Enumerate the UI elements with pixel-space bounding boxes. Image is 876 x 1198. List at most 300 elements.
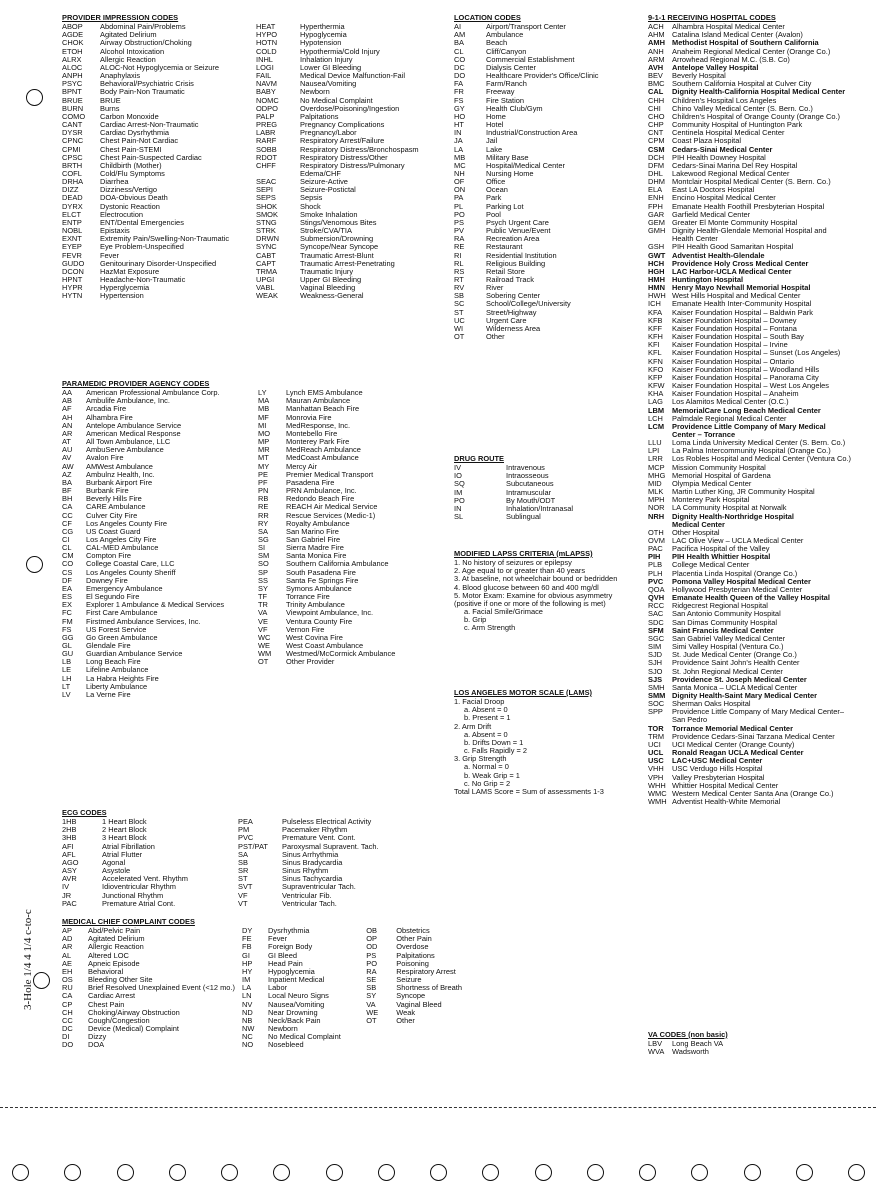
code-abbrev: AU [62,445,73,455]
code-abbrev: CPM [648,136,665,146]
code-abbrev: MB [258,404,270,414]
section-title: ECG CODES [62,808,107,817]
code-abbrev: AGO [62,857,79,867]
code-abbrev: KHA [648,389,664,399]
code-description: Garfield Medical Center [672,209,751,219]
code-description: Providence Little Company of Mary Medical [672,421,826,431]
code-abbrev: FB [242,942,252,952]
code-description: PIH Health Whittier Hospital [672,552,771,562]
code-description: Ambulnz Health, Inc. [86,469,155,479]
code-description: Hospital/Medical Center [486,160,565,170]
code-column [62,389,258,699]
code-abbrev: SP [258,567,268,577]
code-abbrev: GG [62,632,74,642]
code-abbrev: SE [366,975,377,985]
code-abbrev: AZ [62,469,72,479]
code-row [454,268,644,276]
code-abbrev: AV [62,453,72,463]
code-description: Westmed/McCormick Ambulance [286,649,396,659]
code-row [62,178,256,186]
code-row [62,243,256,251]
code-description: Montclair Hospital Medical Center (S. Bern. Co.) [672,177,831,187]
code-description: Poisoning [396,958,429,968]
code-abbrev: ELA [648,185,663,195]
code-description: Mercy Air [286,461,317,471]
code-abbrev: GSH [648,242,665,252]
code-description: Healthcare Provider's Office/Clinic [486,71,599,81]
code-description: Pacifica Hospital of the Valley [672,544,770,554]
binder-hole [169,1164,186,1181]
code-abbrev: WMC [648,788,667,798]
code-description: AmbuServe Ambulance [86,445,164,455]
code-abbrev: VPH [648,772,664,782]
code-abbrev: OP [366,934,377,944]
code-row [62,818,238,826]
code-description: Burns [100,103,120,113]
code-description: Public Venue/Event [486,226,551,236]
code-description: Sierra Madre Fire [286,543,344,553]
code-description: College Medical Center [672,560,750,570]
code-abbrev: RT [454,275,464,284]
code-abbrev: CG [62,526,74,536]
code-description: Sepsis [300,193,323,203]
code-description: Brief Resolved Unexplained Event (<12 mo.) [88,983,235,993]
code-row [648,1048,874,1056]
code-description: Anaheim Regional Medical Center (Orange Co.) [672,46,831,56]
code-abbrev: FC [62,608,72,618]
code-abbrev: CS [62,567,73,577]
code-description: Altered LOC [88,950,129,960]
code-description: Coast Plaza Hospital [672,136,742,146]
section-title: LOCATION CODES [454,13,521,22]
code-description: Supraventricular Tach. [282,882,356,892]
binder-hole [26,89,43,106]
code-description: Other [486,332,505,342]
code-description: AMWest Ambulance [86,461,153,471]
code-abbrev: 2HB [62,825,77,835]
code-abbrev: CANT [62,120,83,130]
code-abbrev: PS [454,217,464,227]
code-row [454,325,644,333]
code-abbrev: PAC [648,544,663,554]
code-description: Residential Institution [486,250,557,260]
code-column [62,927,242,1049]
code-abbrev: NW [242,1024,255,1034]
code-abbrev: BA [454,38,464,48]
code-abbrev: ENH [648,193,664,203]
code-abbrev: GU [62,649,74,659]
code-abbrev: BF [62,486,72,496]
code-description: Street/Highway [486,307,537,317]
code-description: Providence Little Company of Mary Medical Center– [672,707,844,717]
code-abbrev: LAG [648,397,663,407]
code-description: Sinus Tachycardia [282,874,343,884]
section-title: PARAMEDIC PROVIDER AGENCY CODES [62,379,210,388]
code-abbrev: VABL [256,283,275,293]
code-row [454,211,644,219]
code-abbrev: AFI [62,841,74,851]
code-description: Catalina Island Medical Center (Avalon) [672,30,803,40]
code-description: School/College/University [486,299,571,309]
code-description: Recreation Area [486,234,540,244]
criteria-line: b. Drifts Down = 1 [464,737,524,747]
code-abbrev: MB [454,152,466,162]
code-abbrev: PIH [648,552,661,562]
code-row [62,105,256,113]
code-description: Weakness-General [300,291,364,301]
code-description: No Medical Complaint [268,1032,341,1042]
code-abbrev: CL [454,46,464,56]
code-abbrev: IN [454,503,462,513]
code-description: Accelerated Vent. Rhythm [102,874,188,884]
code-description: US Forest Service [86,624,147,634]
code-description: Santa Fe Springs Fire [286,575,359,585]
hospital-section [648,14,874,806]
code-description: Chino Valley Medical Center (S. Bern. Co.) [672,103,813,113]
code-description: First Care Ambulance [86,608,158,618]
code-description: Adventist Health-White Memorial [672,797,781,806]
code-description: Torrance Memorial Medical Center [672,723,793,733]
code-description: Apneic Episode [88,958,140,968]
code-abbrev: HEAT [256,22,276,32]
code-abbrev: LOGI [256,62,274,72]
code-abbrev: PM [238,825,250,835]
code-description: Simi Valley Hospital (Ventura Co.) [672,642,784,652]
code-row [242,927,366,935]
code-row [454,309,644,317]
text-lines [454,698,644,796]
code-abbrev: IM [454,487,463,497]
code-abbrev: GAR [648,209,665,219]
code-description: Seizure [396,975,422,985]
code-description: LA Community Hospital at Norwalk [672,503,787,513]
code-description: Subcutaneous [506,479,554,489]
code-abbrev: PST/PAT [238,841,268,851]
code-abbrev: VE [258,616,268,626]
code-abbrev: HPNT [62,275,83,284]
code-description: Sherman Oaks Hospital [672,699,751,709]
code-description: Torrance Fire [286,592,330,602]
code-description: Burbank Airport Fire [86,477,153,487]
code-description: Long Beach Fire [86,657,141,667]
code-row [454,284,644,292]
code-description: Nausea/Vomiting [300,79,357,89]
code-description: Saint Francis Medical Center [672,625,774,635]
code-abbrev: ST [454,307,464,317]
code-abbrev: WEAK [256,291,278,301]
code-description: Atrial Fibrillation [102,841,155,851]
code-description: Go Green Ambulance [86,632,158,642]
binder-hole [378,1164,395,1181]
code-description: Bleeding Other Site [88,975,153,985]
code-description: Traumatic Arrest-Penetrating [300,258,395,268]
code-description: Lifeline Ambulance [86,665,149,675]
code-abbrev: LA [454,144,464,154]
code-description: Greater El Monte Community Hospital [672,217,798,227]
code-description: Seizure-Active [300,177,348,187]
code-abbrev: VT [238,898,248,908]
code-description: Cedars-Sinai Marina Del Rey Hospital [672,160,798,170]
perforation-line [0,1107,876,1108]
code-description: Loma Linda University Medical Center (S. Bern. Co.) [672,438,846,448]
code-abbrev: ARM [648,54,665,64]
code-abbrev: IM [242,975,251,985]
code-description: Chest Pain [88,999,125,1009]
code-abbrev: PALP [256,111,275,121]
section-title: 9-1-1 RECEIVING HOSPITAL CODES [648,13,776,22]
code-row [454,513,644,521]
code-abbrev: TRMA [256,266,278,276]
code-row [454,129,644,137]
code-abbrev: NO [242,1040,254,1050]
code-abbrev: MPH [648,495,665,505]
code-abbrev: MP [258,437,270,447]
code-description: PIH Health Good Samaritan Hospital [672,242,794,252]
code-description: El Segundo Fire [86,592,140,602]
code-description: Intravenous [506,463,545,473]
criteria-line: c. Falls Rapidly = 2 [464,746,528,756]
code-row [62,691,258,699]
criteria-line: a. Normal = 0 [464,762,509,772]
code-abbrev: PA [454,193,464,203]
code-abbrev: ODPO [256,103,278,113]
code-abbrev: HYTN [62,291,83,301]
code-abbrev: CP [62,999,73,1009]
code-abbrev: AP [62,926,72,936]
code-abbrev: NRH [648,511,665,521]
code-description: Inpatient Medical [268,975,325,985]
code-description: Pomona Valley Hospital Medical Center [672,576,811,586]
code-description: Allergic Reaction [100,54,156,64]
code-abbrev: HT [454,120,464,130]
code-description: Wilderness Area [486,323,541,333]
binder-hole [12,1164,29,1181]
code-description: Syncope/Near Syncope [300,242,379,252]
code-description: Airport/Transport Center [486,22,566,32]
binder-hole [117,1164,134,1181]
code-description: Newborn [268,1024,298,1034]
code-abbrev: GEM [648,217,665,227]
code-description: La Verne Fire [86,689,131,699]
code-description: HazMat Exposure [100,266,160,276]
code-abbrev: TOR [648,723,664,733]
code-description: Psych Urgent Care [486,217,549,227]
code-description: Fever [100,250,120,260]
code-description: Explorer 1 Ambulance & Medical Services [86,600,225,610]
binder-hole [639,1164,656,1181]
code-description: Vaginal Bleeding [300,283,356,293]
code-abbrev: KFO [648,364,664,374]
code-row [454,203,644,211]
section-title: PROVIDER IMPRESSION CODES [62,13,179,22]
code-description: Near Drowning [268,1007,318,1017]
code-description: CAL-MED Ambulance [86,543,159,553]
code-abbrev: RY [258,518,269,528]
code-abbrev: WC [258,632,271,642]
code-row [62,284,256,292]
criteria-line: c. Arm Strength [464,623,516,633]
code-description: Hypotension [300,38,342,48]
code-abbrev: SJO [648,666,663,676]
code-description: Eye Problem-Unspecified [100,242,184,252]
code-abbrev: QOA [648,584,665,594]
code-abbrev: SEPI [256,185,273,195]
code-abbrev: RE [258,502,269,512]
code-description: Headache-Non-Traumatic [100,275,186,284]
code-description: Palpitations [300,111,339,121]
code-description: Inhalation Injury [300,54,353,64]
code-abbrev: HY [242,966,253,976]
code-description: Airway Obstruction/Choking [100,38,192,48]
code-abbrev: AL [62,950,72,960]
code-abbrev: ALOC [62,62,83,72]
code-abbrev: STRK [256,226,276,236]
code-description: West Hills Hospital and Medical Center [672,291,801,301]
code-abbrev: GMH [648,226,666,236]
code-abbrev: DCON [62,266,84,276]
code-row [256,80,419,88]
code-abbrev: RE [454,242,465,252]
code-abbrev: LLU [648,438,662,448]
code-abbrev: WHH [648,780,666,790]
code-abbrev: PE [258,469,268,479]
code-abbrev: DC [62,1024,73,1034]
code-abbrev: VA [366,999,376,1009]
code-abbrev: FPH [648,201,663,211]
binder-hole [221,1164,238,1181]
code-abbrev: LT [62,681,71,691]
code-column [648,1040,874,1056]
code-description: Burbank Fire [86,486,129,496]
code-description: Providence Cedars-Sinai Tarzana Medical Center [672,731,835,741]
code-abbrev: DRHA [62,177,84,187]
code-description: Premature Atrial Cont. [102,898,176,908]
code-row [454,252,644,260]
code-description: Health Center [672,234,718,244]
code-description: Dialysis Center [486,62,537,72]
code-abbrev: AN [62,420,73,430]
code-description: Kaiser Foundation Hospital – Panorama City [672,372,819,382]
code-description: Other Provider [286,657,335,667]
code-abbrev: AA [62,388,72,398]
code-description: Kaiser Foundation Hospital – Ontario [672,356,794,366]
code-description: South Pasadena Fire [286,567,356,577]
code-row [454,97,644,105]
code-description: Asystole [102,866,131,876]
code-abbrev: CA [62,502,73,512]
code-description: Extremity Pain/Swelling-Non-Traumatic [100,234,230,244]
code-description: Newborn [300,87,330,97]
code-abbrev: DFM [648,160,665,170]
code-description: Edema/CHF [300,168,341,178]
code-abbrev: DYSR [62,128,83,138]
code-abbrev: ASY [62,866,77,876]
code-description: Choking/Airway Obstruction [88,1007,180,1017]
code-abbrev: ACH [648,22,664,32]
code-description: Downey Fire [86,575,128,585]
code-row [62,900,238,908]
code-description: Nosebleed [268,1040,304,1050]
code-description: Kaiser Foundation Hospital – Fontana [672,323,797,333]
code-description: San Gabriel Fire [286,534,341,544]
code-row [242,1033,366,1041]
criteria-line: 1. No history of seizures or epilepsy [454,558,572,568]
code-description: Allergic Reaction [88,942,144,952]
code-abbrev: LCH [648,413,663,423]
code-description: MedResponse, Inc. [286,420,351,430]
code-description: Firstmed Ambulance Services, Inc. [86,616,201,626]
code-description: MedCoast Ambulance [286,453,359,463]
code-description: Lynch EMS Ambulance [286,388,363,398]
code-description: Cliff/Canyon [486,46,527,56]
criteria-line: 3. Grip Strength [454,754,507,764]
code-abbrev: KFI [648,340,660,350]
code-abbrev: AD [62,934,73,944]
code-description: Diarrhea [100,177,129,187]
code-abbrev: CL [62,543,72,553]
code-abbrev: BA [62,477,72,487]
code-description: Southern California Hospital at Culver City [672,79,812,89]
code-description: Los Angeles City Fire [86,534,157,544]
code-abbrev: MLK [648,487,664,497]
code-description: Overdose [396,942,429,952]
code-description: Chest Pain-Not Cardiac [100,136,179,146]
code-abbrev: UCL [648,748,664,758]
section-title: MEDICAL CHIEF COMPLAINT CODES [62,917,195,926]
code-row [454,227,644,235]
code-description: Behavioral/Psychiatric Crisis [100,79,194,89]
code-description: Hypoglycemia [300,30,347,40]
code-abbrev: PLH [648,568,663,578]
code-row [62,170,256,178]
code-abbrev: NOMC [256,95,279,105]
code-description: Emanate Health Foothill Presbyterian Hospital [672,201,825,211]
code-description: St. John Regional Medical Center [672,666,783,676]
code-description: St. Jude Medical Center (Orange Co.) [672,650,797,660]
code-description: Hollywood Presbyterian Medical Center [672,584,803,594]
code-abbrev: RS [454,266,465,276]
code-abbrev: KFF [648,323,663,333]
code-row [454,186,644,194]
code-description: Agitated Delirium [100,30,157,40]
code-abbrev: COFL [62,168,82,178]
code-description: Guardian Ambulance Service [86,649,183,659]
code-description: Epistaxis [100,226,130,236]
code-row [454,178,644,186]
code-abbrev: CO [62,559,74,569]
code-row [454,146,644,154]
code-abbrev: KFW [648,381,665,391]
code-abbrev: HCH [648,258,665,268]
code-description: Kaiser Foundation Hospital – Woodland Hills [672,364,820,374]
code-abbrev: SAC [648,609,664,619]
code-abbrev: DI [62,1032,70,1042]
criteria-line: b. Grip [464,615,487,625]
code-abbrev: LV [62,689,71,699]
code-abbrev: DCH [648,152,665,162]
code-abbrev: ST [238,874,248,884]
code-description: CARE Ambulance [86,502,146,512]
code-abbrev: ELCT [62,209,82,219]
code-abbrev: ETOH [62,46,83,56]
code-description: Ventura County Fire [286,616,353,626]
code-row [256,186,419,194]
code-description: Manhattan Beach Fire [286,404,360,414]
code-abbrev: MR [258,445,270,455]
code-abbrev: MF [258,412,269,422]
code-description: Liberty Ambulance [86,681,148,691]
code-description: Mauran Ambulance [286,396,351,406]
